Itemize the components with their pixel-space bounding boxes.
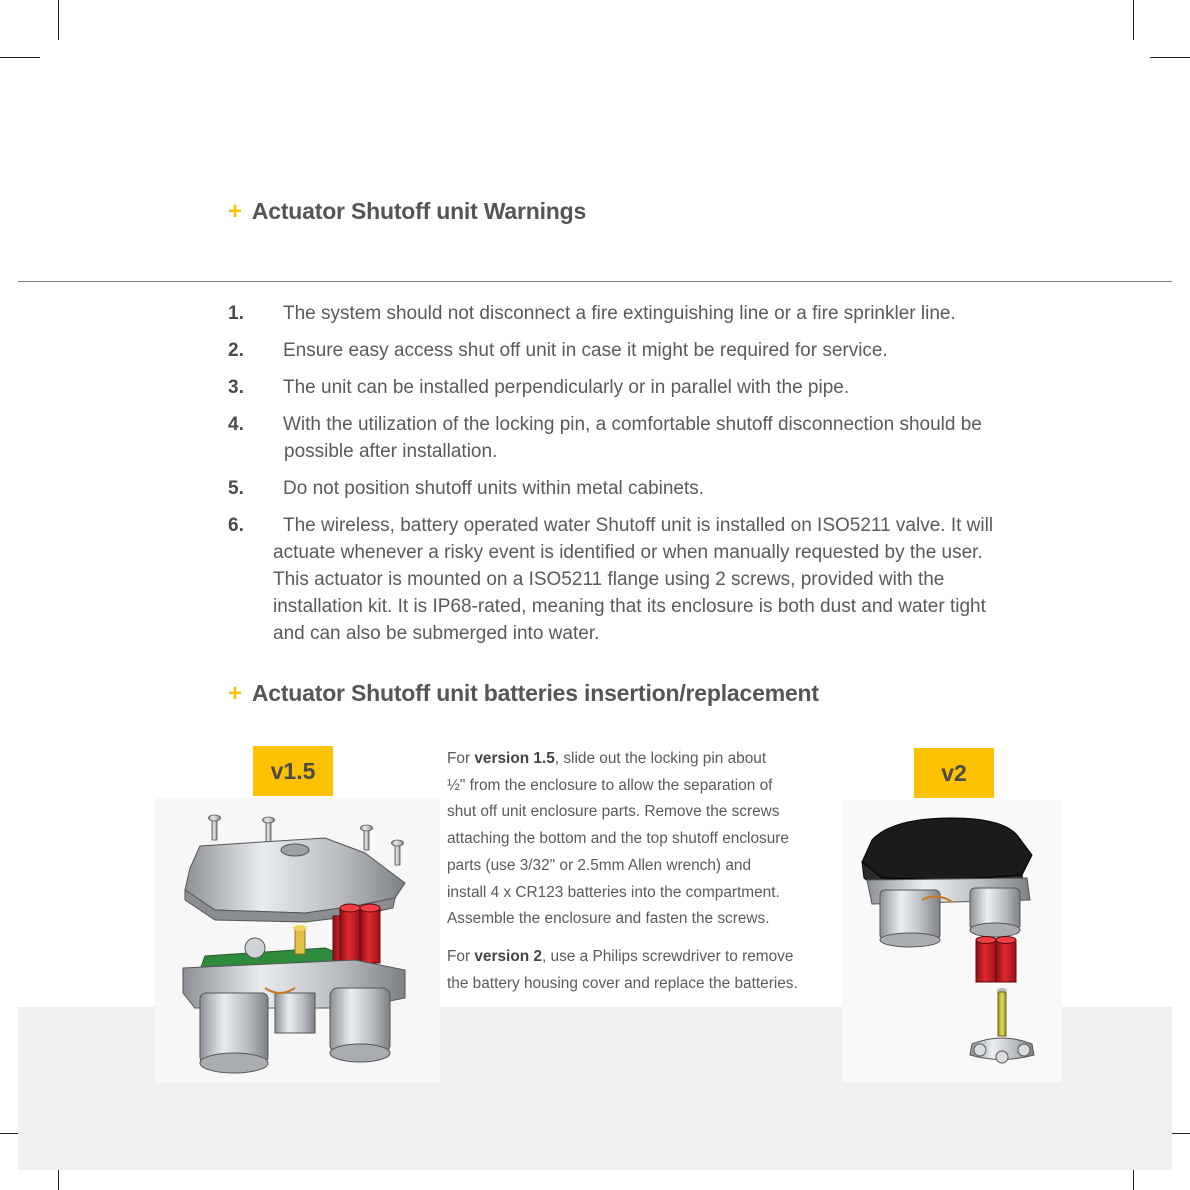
version-badge-v1-5: v1.5: [253, 746, 333, 796]
actuator-v1-5-illustration: [155, 798, 440, 1083]
actuator-exploded-icon: [155, 798, 440, 1083]
list-text: This actuator is mounted on a ISO5211 flange using 2 screws, provided with the: [273, 569, 945, 590]
instruction-line: shut off unit enclosure parts. Remove the screws: [447, 803, 780, 821]
list-number: 6.: [228, 515, 244, 536]
section-heading-warnings: [228, 198, 586, 226]
list-number: 4.: [228, 414, 244, 435]
list-text: The system should not disconnect a fire extinguishing line or a fire sprinkler line.: [283, 303, 956, 324]
instruction-line: install 4 x CR123 batteries into the compartment.: [447, 883, 780, 901]
actuator-v2-illustration: [842, 800, 1062, 1082]
list-number: 3.: [228, 377, 244, 398]
list-text: actuate whenever a risky event is identified or when manually requested by the user.: [273, 542, 983, 563]
instructions-v2: [447, 944, 798, 997]
list-text: Ensure easy access shut off unit in case it might be required for service.: [283, 340, 888, 361]
list-text: and can also be submerged into water.: [273, 623, 600, 644]
section-title: Actuator Shutoff unit batteries insertion/replacement: [251, 680, 819, 706]
instruction-line: the battery housing cover and replace the batteries.: [447, 974, 798, 992]
list-text: Do not position shutoff units within metal cabinets.: [283, 478, 705, 499]
list-text: installation kit. It is IP68-rated, meaning that its enclosure is both dust and water tight: [273, 596, 986, 617]
list-text: The wireless, battery operated water Shutoff unit is installed on ISO5211 valve. It will: [283, 515, 994, 536]
list-text: The unit can be installed perpendicularly or in parallel with the pipe.: [283, 377, 850, 398]
crop-mark: [0, 57, 40, 58]
version-badge-v2: v2: [914, 748, 994, 798]
section-title: Actuator Shutoff unit Warnings: [251, 198, 587, 224]
instruction-line: ½" from the enclosure to allow the separation of: [447, 776, 773, 794]
list-text: possible after installation.: [284, 441, 498, 462]
actuator-v2-icon: [842, 800, 1062, 1082]
instruction-line: parts (use 3/32" or 2.5mm Allen wrench) and: [447, 856, 752, 874]
crop-mark: [58, 0, 59, 40]
crop-mark: [1150, 57, 1190, 58]
instructions-v1-5: [447, 746, 789, 933]
plus-icon: +: [228, 680, 242, 707]
instruction-line: Assemble the enclosure and fasten the screws.: [447, 910, 770, 928]
instruction-line: For version 2, use a Philips screwdriver to remove: [447, 948, 794, 965]
list-text: With the utilization of the locking pin, a comfortable shutoff disconnection should be: [283, 414, 982, 435]
crop-mark: [1133, 0, 1134, 40]
instruction-line: For version 1.5, slide out the locking pin about: [447, 750, 767, 767]
list-number: 1.: [228, 303, 244, 324]
instruction-line: attaching the bottom and the top shutoff enclosure: [447, 830, 789, 848]
section-heading-batteries: [228, 680, 819, 708]
list-number: 2.: [228, 340, 244, 361]
list-number: 5.: [228, 478, 244, 499]
divider: [18, 281, 1172, 282]
plus-icon: +: [228, 198, 242, 225]
